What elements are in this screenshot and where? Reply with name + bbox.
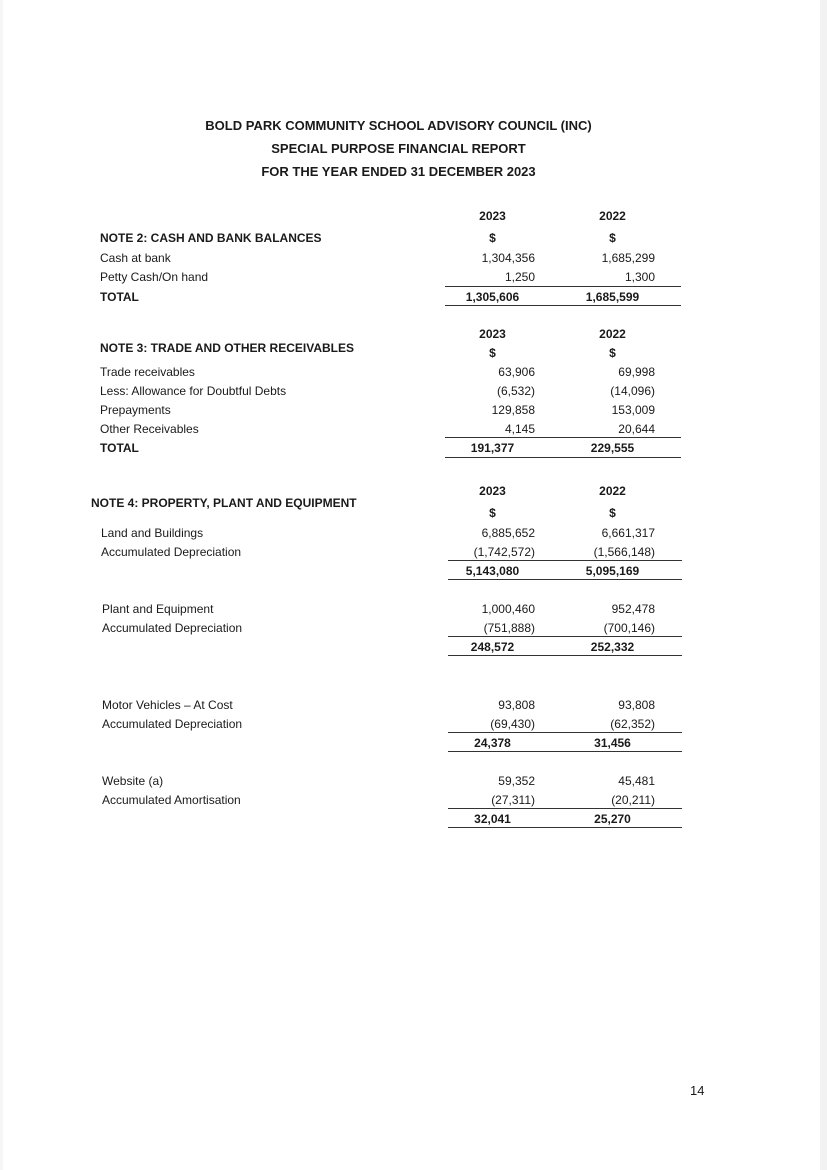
- ppe-row-2022: (62,352): [610, 717, 655, 731]
- ppe-row-label: Accumulated Depreciation: [102, 717, 243, 731]
- note-2-total-rule-top: [445, 286, 681, 287]
- note-3-total-label: TOTAL: [100, 441, 139, 455]
- ppe-row-label: Plant and Equipment: [102, 602, 214, 616]
- ppe-subtotal-rule-bottom: [448, 579, 682, 580]
- ppe-row-2022: 45,481: [618, 774, 655, 788]
- note-3-row-2023: 129,858: [491, 403, 535, 417]
- scan-edge-right: [820, 0, 827, 1170]
- note-2-currency-2022: $: [609, 231, 616, 245]
- note-3-total-2022: 229,555: [590, 441, 635, 455]
- ppe-row-2023: 1,000,460: [481, 602, 535, 616]
- ppe-subtotal-rule-top: [448, 732, 682, 733]
- note-2-currency-2023: $: [489, 231, 496, 245]
- note-3-year-2023: 2023: [479, 327, 506, 341]
- ppe-row-label: Website (a): [102, 774, 164, 788]
- ppe-subtotal-2023: 32,041: [474, 812, 511, 826]
- ppe-row-2023: (751,888): [483, 621, 535, 635]
- ppe-subtotal-2022: 31,456: [594, 736, 631, 750]
- note-4-currency-2023: $: [489, 506, 496, 520]
- note-3-row-2023: 4,145: [504, 422, 535, 436]
- note-4-title: NOTE 4: PROPERTY, PLANT AND EQUIPMENT: [91, 496, 357, 510]
- ppe-row-2022: 6,661,317: [601, 526, 655, 540]
- ppe-subtotal-rule-top: [448, 560, 682, 561]
- ppe-row-2023: 59,352: [498, 774, 535, 788]
- page-number: 14: [690, 1083, 705, 1098]
- ppe-subtotal-2022: 5,095,169: [585, 564, 640, 578]
- ppe-subtotal-2023: 24,378: [474, 736, 511, 750]
- note-2-row-label: Petty Cash/On hand: [100, 270, 209, 284]
- ppe-subtotal-rule-top: [448, 636, 682, 637]
- note-2-total-rule-bottom: [445, 305, 681, 306]
- ppe-row-2023: (27,311): [491, 793, 535, 807]
- note-3-row-label: Other Receivables: [100, 422, 199, 436]
- ppe-subtotal-rule-bottom: [448, 827, 682, 828]
- ppe-subtotal-rule-bottom: [448, 751, 682, 752]
- note-3-total-rule-top: [445, 437, 681, 438]
- note-3-row-2022: 20,644: [618, 422, 655, 436]
- ppe-row-2022: (20,211): [611, 793, 655, 807]
- note-2-row-2022: 1,685,299: [601, 251, 655, 265]
- note-3-row-2023: 63,906: [498, 365, 535, 379]
- note-3-title: NOTE 3: TRADE AND OTHER RECEIVABLES: [100, 341, 355, 355]
- note-3-row-label: Less: Allowance for Doubtful Debts: [100, 384, 287, 398]
- note-2-title: NOTE 2: CASH AND BANK BALANCES: [100, 231, 322, 245]
- ppe-subtotal-rule-bottom: [448, 655, 682, 656]
- note-2-row-2023: 1,304,356: [481, 251, 535, 265]
- ppe-row-2022: (1,566,148): [593, 545, 655, 559]
- note-2-total-2022: 1,685,599: [585, 290, 640, 304]
- note-4-currency-2022: $: [609, 506, 616, 520]
- note-4-year-2023: 2023: [479, 484, 506, 498]
- ppe-row-label: Accumulated Depreciation: [101, 545, 242, 559]
- ppe-subtotal-2022: 252,332: [590, 640, 635, 654]
- note-3-row-2023: (6,532): [496, 384, 535, 398]
- ppe-row-2023: (69,430): [490, 717, 535, 731]
- report-title-period: FOR THE YEAR ENDED 31 DECEMBER 2023: [261, 164, 536, 179]
- note-3-row-2022: 153,009: [611, 403, 655, 417]
- note-3-currency-2023: $: [489, 346, 496, 360]
- note-3-currency-2022: $: [609, 346, 616, 360]
- ppe-row-label: Land and Buildings: [101, 526, 204, 540]
- note-2-total-label: TOTAL: [100, 290, 139, 304]
- note-4-year-2022: 2022: [599, 484, 626, 498]
- note-2-row-2022: 1,300: [624, 270, 655, 284]
- note-2-year-2023: 2023: [479, 209, 506, 223]
- ppe-row-label: Motor Vehicles – At Cost: [102, 698, 233, 712]
- ppe-row-2022: 952,478: [611, 602, 655, 616]
- note-3-year-2022: 2022: [599, 327, 626, 341]
- note-3-total-rule-bottom: [445, 457, 681, 458]
- ppe-subtotal-2023: 248,572: [470, 640, 515, 654]
- ppe-row-2023: (1,742,572): [473, 545, 535, 559]
- ppe-row-2023: 6,885,652: [481, 526, 535, 540]
- note-3-row-label: Trade receivables: [100, 365, 195, 379]
- report-title-organisation: BOLD PARK COMMUNITY SCHOOL ADVISORY COUNCIL (INC): [205, 118, 592, 133]
- note-2-row-label: Cash at bank: [100, 251, 171, 265]
- ppe-row-2023: 93,808: [498, 698, 535, 712]
- ppe-row-2022: 93,808: [618, 698, 655, 712]
- note-3-row-2022: 69,998: [618, 365, 655, 379]
- note-3-total-2023: 191,377: [470, 441, 515, 455]
- ppe-row-2022: (700,146): [603, 621, 655, 635]
- ppe-row-label: Accumulated Depreciation: [102, 621, 243, 635]
- note-3-row-label: Prepayments: [100, 403, 171, 417]
- report-title-type: SPECIAL PURPOSE FINANCIAL REPORT: [271, 141, 526, 156]
- note-2-row-2023: 1,250: [504, 270, 535, 284]
- ppe-subtotal-2022: 25,270: [594, 812, 631, 826]
- note-2-total-2023: 1,305,606: [465, 290, 520, 304]
- ppe-row-label: Accumulated Amortisation: [102, 793, 241, 807]
- note-2-year-2022: 2022: [599, 209, 626, 223]
- note-3-row-2022: (14,096): [610, 384, 655, 398]
- ppe-subtotal-rule-top: [448, 808, 682, 809]
- ppe-subtotal-2023: 5,143,080: [465, 564, 520, 578]
